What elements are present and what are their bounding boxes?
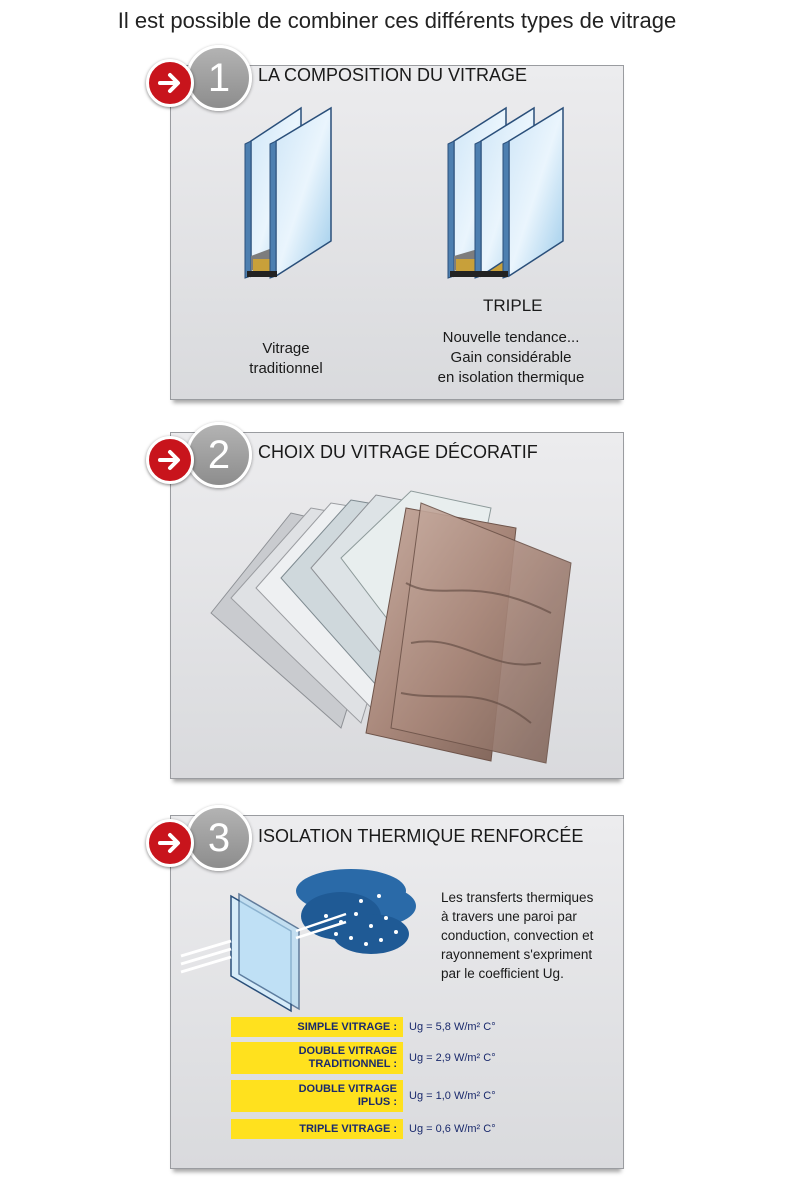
- ug-value: Ug = 2,9 W/m² C°: [409, 1052, 496, 1064]
- ug-label-line: IPLUS :: [357, 1096, 397, 1108]
- traditional-glazing-caption: [231, 339, 341, 379]
- description-line: par le coefficient Ug.: [441, 966, 564, 981]
- section-1-header: [146, 45, 256, 109]
- section-1-heading: LA COMPOSITION DU VITRAGE: [258, 65, 528, 85]
- ug-value: Ug = 1,0 W/m² C°: [409, 1090, 496, 1102]
- ug-label-line: DOUBLE VITRAGE: [298, 1045, 397, 1057]
- triple-caption: [421, 328, 601, 388]
- section-number-badge: 2: [186, 422, 252, 488]
- section-3-heading: ISOLATION THERMIQUE RENFORCÉE: [258, 826, 584, 846]
- ug-label: [231, 1119, 403, 1139]
- section-number-badge: 3: [186, 805, 252, 871]
- caption-line: Gain considérable: [450, 349, 572, 366]
- ug-label-line: TRADITIONNEL :: [308, 1058, 397, 1070]
- ug-label-line: TRIPLE VITRAGE :: [299, 1123, 397, 1135]
- triple-title: TRIPLE: [483, 296, 543, 315]
- ug-label-line: DOUBLE VITRAGE: [298, 1083, 397, 1095]
- cloud-rain-illustration: [296, 869, 416, 954]
- caption-line: Vitrage: [262, 340, 310, 357]
- description-line: rayonnement s'expriment: [441, 947, 593, 962]
- ug-label: [231, 1017, 403, 1037]
- caption-line: Nouvelle tendance...: [442, 329, 580, 346]
- ug-label: [231, 1042, 403, 1074]
- glass-sample-fan: [211, 491, 571, 763]
- window-pane-illustration: [181, 894, 299, 1011]
- ug-value: Ug = 0,6 W/m² C°: [409, 1123, 496, 1135]
- double-glazing-illustration: [245, 108, 331, 278]
- arrow-right-icon: [146, 59, 194, 107]
- description-line: à travers une paroi par: [441, 909, 577, 924]
- ug-value: Ug = 5,8 W/m² C°: [409, 1021, 496, 1033]
- arrow-right-icon: [146, 436, 194, 484]
- ug-label: [231, 1080, 403, 1112]
- section-composition-panel: [170, 65, 624, 400]
- thermal-illustration: [171, 856, 431, 1016]
- description-line: Les transferts thermiques: [441, 890, 594, 905]
- decorative-glass-samples: [171, 473, 623, 773]
- section-2-header: [146, 422, 256, 486]
- triple-glazing-illustration: [448, 108, 563, 278]
- ug-label-line: SIMPLE VITRAGE :: [297, 1021, 397, 1033]
- section-3-header: [146, 805, 256, 869]
- caption-line: en isolation thermique: [437, 369, 585, 386]
- section-2-heading: CHOIX DU VITRAGE DÉCORATIF: [258, 442, 538, 462]
- description-line: conduction, convection et: [441, 928, 594, 943]
- page-title: Il est possible de combiner ces différents types de vitrage: [117, 8, 677, 33]
- caption-line: traditionnel: [249, 360, 323, 377]
- thermal-description: [441, 888, 621, 983]
- section-number-badge: 1: [186, 45, 252, 111]
- arrow-right-icon: [146, 819, 194, 867]
